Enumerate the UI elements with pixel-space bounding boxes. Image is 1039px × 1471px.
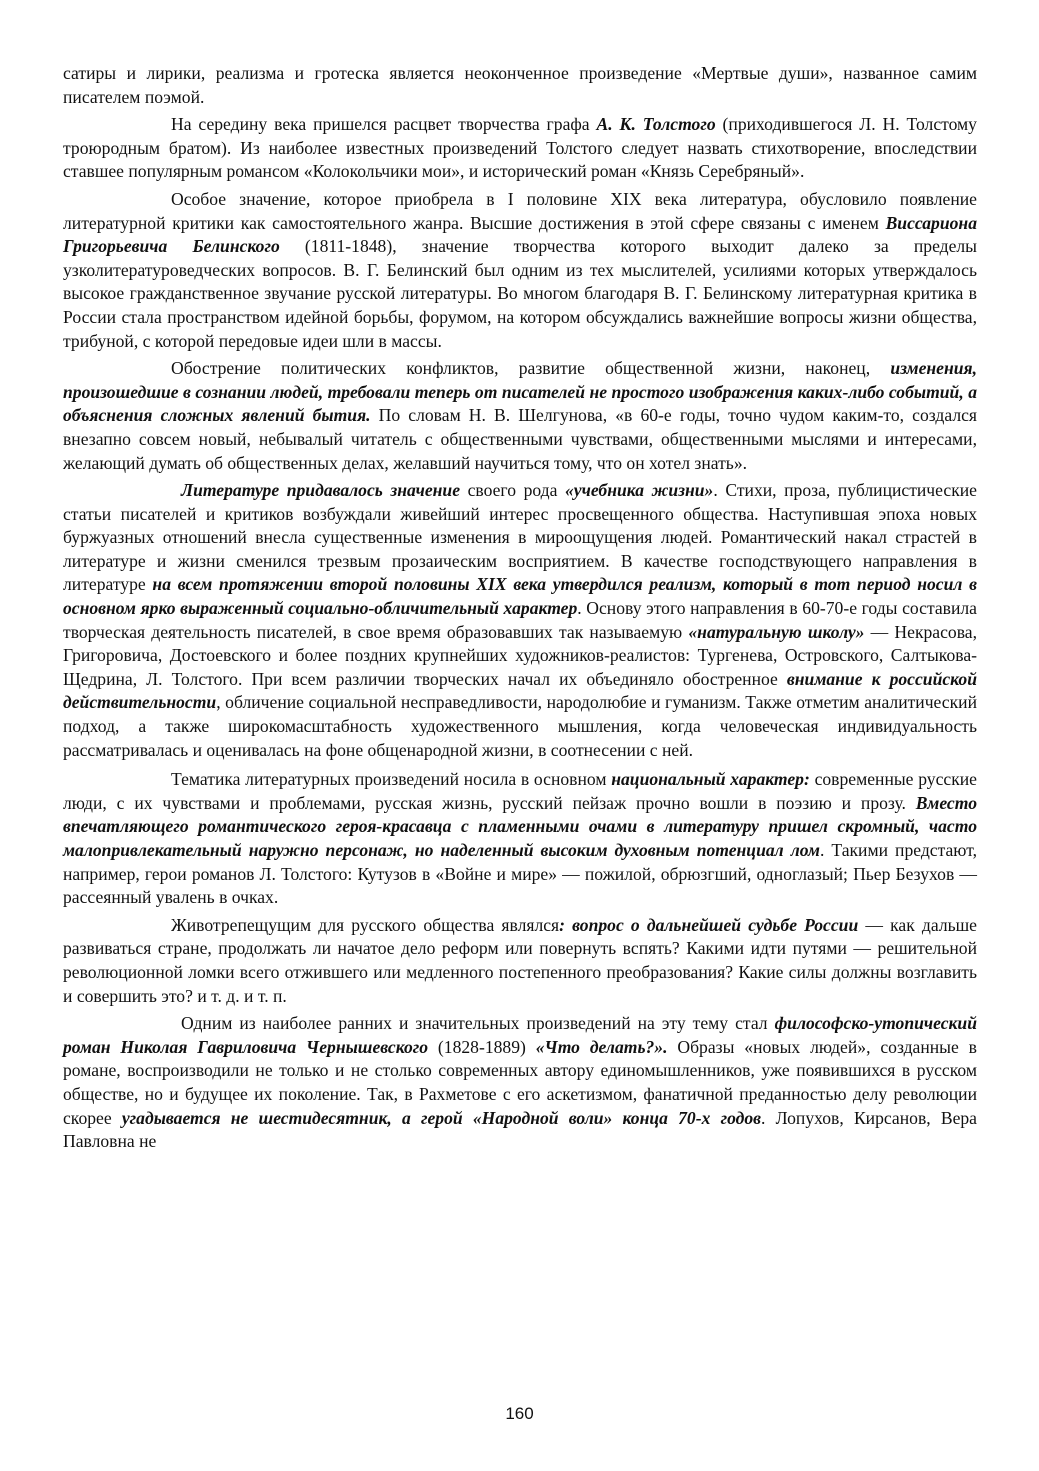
emphasis-text: «Что делать?». bbox=[535, 1036, 668, 1057]
emphasis-text: Вместо впечатляющего романтического героя-красавца с пламенными очами в литературу пришел скромный, часто малопривлекательный наружно персонаж, но наделенный высоким духовным потенциал лом bbox=[63, 792, 977, 860]
body-text: Животрепещущим для русского общества являлся bbox=[171, 914, 560, 935]
body-text: , обличение социальной несправедливости, народолюбие и гуманизм. Также отметим аналитический подход, а также широкомасштабность художественного мышления, когда человеческая индивидуальность рассматривалась и оценивалась на фоне общенародной жизни, в соотнесении с ней. bbox=[63, 692, 977, 760]
body-text: (приходившегося Л. Н. Толстому троюродным братом). Из наиболее известных произведений Толстого следует назвать стихотворение, впоследствии ставшее популярным романсом «Колокольчики мои», и исторический роман «Князь Серебряный». bbox=[63, 114, 977, 182]
body-text: — как дальше развиваться стране, продолжать ли начатое дело реформ или повернуть вспять? Какими идти путями — решительной революционной ломки всего отжившего или медленного постепенного преобразования? Какие силы должны возглавить и совершить это? и т. д. и т. п. bbox=[63, 914, 977, 1006]
paragraph bbox=[63, 479, 977, 762]
emphasis-text: : вопрос о дальнейшей судьбе России bbox=[559, 914, 859, 935]
body-text: своего рода bbox=[460, 480, 565, 501]
emphasis-text: Виссариона Григорьевича Белинского bbox=[63, 212, 977, 257]
emphasis-text: на всем протяжении второй половины XIX века утвердился реализм, который в тот период носил в основном ярко выраженный социально-обличительный характер bbox=[63, 574, 977, 619]
body-text: (1828-1889) bbox=[428, 1036, 536, 1057]
page-number: 160 bbox=[505, 1404, 534, 1423]
emphasis-text: внимание к российской действительности bbox=[63, 668, 977, 713]
body-text: Одним из наиболее ранних и значительных произведений на эту тему стал bbox=[181, 1013, 775, 1034]
paragraph bbox=[63, 1012, 977, 1154]
body-text: По словам Н. В. Шелгунова, «в 60-е годы, точно чудом каким-то, создался внезапно совсем новый, небывалый читатель с общественными чувствами, общественными мыслями и интересами, желающий думать об общественных делах, желавший научиться тому, что он хотел знать». bbox=[63, 405, 977, 473]
body-text: . Лопухов, Кирсанов, Вера Павловна не bbox=[63, 1107, 977, 1152]
emphasis-text: изменения, произошедшие в сознании людей, требовали теперь от писателей не простого изображения каких-либо событий, а объяснения сложных явлений бытия. bbox=[63, 358, 977, 426]
body-text: сатиры и лирики, реализма и гротеска является неоконченное произведение «Мертвые души», названное самим писателем поэмой. bbox=[63, 63, 977, 107]
paragraph bbox=[63, 188, 977, 353]
emphasis-text: Литературе придавалось значение bbox=[181, 480, 461, 501]
paragraph bbox=[63, 914, 977, 1008]
emphasis-text: «учебника жизни» bbox=[565, 480, 714, 501]
body-text: (1811-1848), значение творчества которого выходит далеко за пределы узколитературоведческих вопросов. В. Г. Белинский был одним из тех мыслителей, усилиями которых утверждалось высокое гражданственное звучание русской литературы. Во многом благодаря В. Г. Белинскому литературная критика в России стала пространством идейной борьбы, форумом, на котором обсуждались важнейшие вопросы жизни общества, трибуной, с которой передовые идеи шли в массы. bbox=[63, 236, 978, 351]
emphasis-text: философско-утопический роман Николая Гавриловича Чернышевского bbox=[63, 1013, 977, 1057]
body-text: Особое значение, которое приобрела в I половине XIX века литература, обусловило появление литературной критики как самостоятельного жанра. Высшие достижения в этой сфере связаны с именем bbox=[63, 188, 977, 233]
body-text: . Такими предстают, например, герои романов Л. Толстого: Кутузов в «Войне и мире» — пожилой, обрюзгший, одноглазый; Пьер Безухов — рассеянный увалень в очках. bbox=[63, 840, 977, 908]
body-text: . Стихи, проза, публицистические статьи писателей и критиков возбуждали живейший интерес просвещенного общества. Наступившая эпоха новых буржуазных отношений внесла существенные изменения в мироощущения людей. Романтический накал страстей в литературе и жизни сменился трезвым прозаическим восприятием. В качестве господствующего направления в литературе bbox=[63, 480, 977, 595]
paragraph bbox=[63, 62, 977, 109]
emphasis-text: «натуральную школу» bbox=[688, 621, 865, 642]
paragraph bbox=[63, 357, 977, 475]
body-text: . Основу этого направления в 60-70-е годы составила творческая деятельность писателей, в свое время образовавших так называемую bbox=[63, 598, 977, 642]
paragraph bbox=[63, 768, 977, 910]
emphasis-text: угадывается не шестидесятник, а герой «Народной воли» конца 70-х годов bbox=[121, 1107, 762, 1128]
emphasis-text: национальный характер: bbox=[611, 769, 810, 790]
body-text: современные русские люди, с их чувствами и проблемами, русская жизнь, русский пейзаж прочно вошли в поэзию и прозу. bbox=[63, 769, 977, 813]
body-text: — Некрасова, Григоровича, Достоевского и более поздних крупнейших художников-реалистов: Тургенева, Островского, Салтыкова-Щедрина, Л. Толстого. При всем различии творческих начал их объединяло обостренное bbox=[63, 621, 977, 689]
body-text: Обострение политических конфликтов, развитие общественной жизни, наконец, bbox=[171, 358, 891, 379]
emphasis-text: А. К. Толстого bbox=[596, 114, 716, 135]
paragraph bbox=[63, 113, 977, 184]
body-text: Тематика литературных произведений носила в основном bbox=[171, 769, 612, 790]
body-text: На середину века пришелся расцвет творчества графа bbox=[171, 114, 597, 135]
document-body bbox=[63, 62, 977, 1158]
body-text: Образы «новых людей», созданные в романе, воспроизводили не только и не столько современных автору единомышленников, уже появившихся в русском обществе, но и будущее их поколение. Так, в Рахметове с его аскетизмом, фанатичной преданностью делу революции скорее bbox=[63, 1036, 977, 1128]
